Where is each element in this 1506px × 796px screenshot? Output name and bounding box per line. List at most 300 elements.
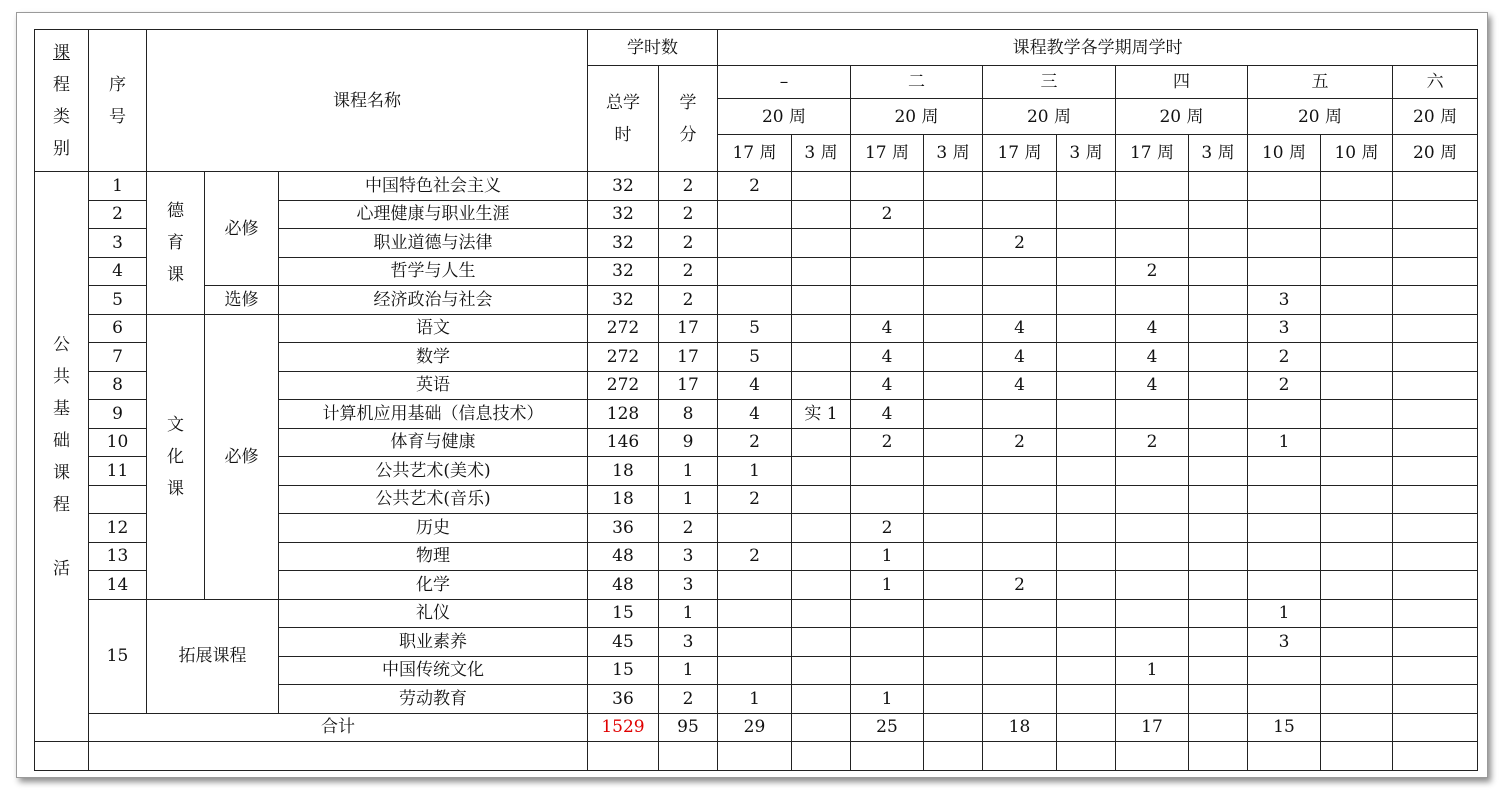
- category-label-char: 共: [53, 366, 70, 387]
- weekly-hours: [1393, 257, 1478, 286]
- weekly-hours: [1116, 457, 1189, 486]
- weekly-hours: [1321, 599, 1393, 628]
- empty-row: [35, 742, 1478, 771]
- weekly-hours: [1393, 343, 1478, 372]
- weekly-hours: [1189, 400, 1248, 429]
- weekly-hours: [1057, 343, 1116, 372]
- credits: 2: [659, 257, 718, 286]
- curriculum-table: [34, 29, 1478, 771]
- weekly-hours: [1393, 172, 1478, 201]
- semester-4-header: 四: [1116, 66, 1248, 99]
- category-header-char: 类: [53, 106, 70, 127]
- weekly-hours: [924, 400, 983, 429]
- serial-number: 3: [89, 229, 147, 258]
- weekly-hours: 1: [851, 685, 924, 714]
- weekly-hours: [1116, 628, 1189, 657]
- semester-5-header: 五: [1248, 66, 1393, 99]
- weekly-hours: [792, 599, 851, 628]
- weekly-hours: [1116, 485, 1189, 514]
- weekly-hours: 2: [718, 542, 792, 571]
- weekly-hours: [924, 172, 983, 201]
- weekly-hours: [983, 257, 1057, 286]
- weekly-hours: [1393, 371, 1478, 400]
- weekly-hours: [983, 599, 1057, 628]
- weekly-hours: [1057, 457, 1116, 486]
- weekly-hours: [718, 229, 792, 258]
- weekly-hours: 2: [718, 172, 792, 201]
- weekly-hours: 4: [718, 371, 792, 400]
- weekly-hours: [1057, 571, 1116, 600]
- weekly-hours: [1248, 200, 1321, 229]
- weekly-hours: [1321, 685, 1393, 714]
- weekly-hours-sum: 25: [851, 713, 924, 742]
- course-name: 职业素养: [279, 628, 588, 657]
- weekly-hours: 4: [1116, 371, 1189, 400]
- weekly-hours: [1393, 428, 1478, 457]
- credits: 2: [659, 229, 718, 258]
- weekly-hours: 1: [851, 542, 924, 571]
- weekly-hours: [1248, 685, 1321, 714]
- weekly-hours: [1189, 485, 1248, 514]
- weekly-hours: [792, 656, 851, 685]
- credits: 2: [659, 172, 718, 201]
- weekly-hours: [1393, 542, 1478, 571]
- weekly-hours: 1: [1116, 656, 1189, 685]
- weekly-hours: [1057, 599, 1116, 628]
- serial-number: 1: [89, 172, 147, 201]
- weekly-hours: [983, 200, 1057, 229]
- total-hours-sum: 1529: [588, 713, 659, 742]
- empty-cell: [1393, 742, 1478, 771]
- course-name: 化学: [279, 571, 588, 600]
- weekly-hours: [718, 286, 792, 315]
- serial-header-char: 号: [109, 106, 126, 127]
- empty-cell: [1057, 742, 1116, 771]
- weekly-hours: 4: [983, 371, 1057, 400]
- weekly-hours: [1116, 571, 1189, 600]
- weekly-hours: [924, 371, 983, 400]
- weekly-hours: [792, 257, 851, 286]
- course-name: 物理: [279, 542, 588, 571]
- weekly-hours: [792, 286, 851, 315]
- weekly-hours: [1057, 286, 1116, 315]
- serial-number: 11: [89, 457, 147, 486]
- empty-cell: [35, 742, 89, 771]
- culture-group-char: 文: [167, 414, 184, 435]
- total-hours: 32: [588, 257, 659, 286]
- weekly-hours: [1057, 485, 1116, 514]
- serial-number: [89, 485, 147, 514]
- empty-cell: [1116, 742, 1189, 771]
- semester-6-header: 六: [1393, 66, 1478, 99]
- weekly-hours: [983, 685, 1057, 714]
- weekly-hours: [792, 343, 851, 372]
- weekly-hours: [1189, 685, 1248, 714]
- serial-header-char: 序: [109, 74, 126, 95]
- sub-weeks: 3 周: [1057, 135, 1116, 172]
- weekly-hours: [792, 428, 851, 457]
- credits: 9: [659, 428, 718, 457]
- category-header-char: 程: [53, 74, 70, 95]
- weekly-hours: [851, 257, 924, 286]
- weekly-hours: [718, 514, 792, 543]
- sub-weeks: 20 周: [1393, 135, 1478, 172]
- credits: 2: [659, 685, 718, 714]
- weekly-hours: [924, 286, 983, 315]
- credits-header-line: 分: [679, 124, 697, 145]
- culture-group: [147, 314, 205, 599]
- sub-weeks: 17 周: [1116, 135, 1189, 172]
- credits: 17: [659, 314, 718, 343]
- sub-weeks: 10 周: [1248, 135, 1321, 172]
- weekly-hours: [924, 542, 983, 571]
- semester-weeks: 20 周: [1393, 99, 1478, 135]
- weekly-hours: [924, 229, 983, 258]
- weekly-hours-sum: 17: [1116, 713, 1189, 742]
- weekly-hours: [1116, 200, 1189, 229]
- weekly-hours: [851, 628, 924, 657]
- weekly-hours: [924, 200, 983, 229]
- category-label-char: [35, 521, 88, 553]
- weekly-hours: [924, 428, 983, 457]
- course-row: [35, 172, 1478, 201]
- weekly-hours: [1189, 371, 1248, 400]
- weekly-hours: [1393, 229, 1478, 258]
- course-name: 职业道德与法律: [279, 229, 588, 258]
- weekly-hours: [851, 286, 924, 315]
- weekly-hours: [924, 685, 983, 714]
- weekly-hours: [718, 200, 792, 229]
- serial-number: 13: [89, 542, 147, 571]
- weekly-hours: 2: [851, 428, 924, 457]
- total-hours: 36: [588, 685, 659, 714]
- category-label-char: 公: [53, 334, 70, 355]
- weekly-hours: 3: [1248, 314, 1321, 343]
- weekly-hours: 2: [1116, 428, 1189, 457]
- semester-weeks: 20 周: [983, 99, 1116, 135]
- total-hours: 15: [588, 656, 659, 685]
- weekly-hours: 2: [718, 428, 792, 457]
- weekly-hours: [1057, 514, 1116, 543]
- weekly-hours: 4: [1116, 343, 1189, 372]
- weekly-hours: [1321, 400, 1393, 429]
- credits: 3: [659, 628, 718, 657]
- weekly-hours: 1: [851, 571, 924, 600]
- weekly-hours: [1248, 571, 1321, 600]
- total-hours: 18: [588, 485, 659, 514]
- weekly-hours: [1189, 314, 1248, 343]
- required-label: 必修: [205, 314, 279, 599]
- category-label-char: 程: [53, 494, 70, 515]
- empty-cell: [792, 742, 851, 771]
- weekly-hours: [1248, 656, 1321, 685]
- weekly-hours: [1321, 656, 1393, 685]
- weekly-hours: [1189, 656, 1248, 685]
- course-name: 心理健康与职业生涯: [279, 200, 588, 229]
- weekly-hours: [1393, 286, 1478, 315]
- category-header-char: 别: [53, 138, 70, 159]
- course-name-header: 课程名称: [147, 30, 588, 172]
- weekly-hours: [1057, 542, 1116, 571]
- moral-group-char: 育: [167, 232, 184, 253]
- credits: 17: [659, 371, 718, 400]
- weekly-hours-sum: [924, 713, 983, 742]
- weekly-hours: [792, 485, 851, 514]
- total-hours: 146: [588, 428, 659, 457]
- weekly-hours: [1057, 200, 1116, 229]
- weekly-hours: 2: [1248, 343, 1321, 372]
- extension-group: 拓展课程: [147, 599, 279, 713]
- total-hours: 48: [588, 542, 659, 571]
- weekly-hours: [851, 172, 924, 201]
- weekly-hours: [1321, 229, 1393, 258]
- weekly-hours: [983, 542, 1057, 571]
- serial-number: 10: [89, 428, 147, 457]
- weekly-hours: [1057, 685, 1116, 714]
- total-row: [35, 713, 1478, 742]
- moral-group-char: 德: [167, 200, 184, 221]
- weekly-hours: [924, 485, 983, 514]
- weekly-hours: 4: [983, 343, 1057, 372]
- sub-weeks: 17 周: [718, 135, 792, 172]
- credits-header: [659, 66, 718, 172]
- weekly-hours: [792, 229, 851, 258]
- total-hours: 15: [588, 599, 659, 628]
- credits: 17: [659, 343, 718, 372]
- weekly-hours: [1321, 428, 1393, 457]
- weekly-hours: [924, 628, 983, 657]
- weekly-hours: 5: [718, 314, 792, 343]
- weekly-hours: [1321, 172, 1393, 201]
- weekly-hours: [1116, 286, 1189, 315]
- moral-group: [147, 172, 205, 315]
- course-name: 数学: [279, 343, 588, 372]
- empty-cell: [718, 742, 792, 771]
- weekly-hours: [718, 656, 792, 685]
- weekly-hours: [851, 457, 924, 486]
- weekly-hours-sum: [1189, 713, 1248, 742]
- weekly-hours: 4: [851, 400, 924, 429]
- weekly-hours: [983, 485, 1057, 514]
- sub-weeks: 3 周: [924, 135, 983, 172]
- empty-cell: [924, 742, 983, 771]
- serial-number: 4: [89, 257, 147, 286]
- weekly-hours: [792, 685, 851, 714]
- weekly-hours: 2: [718, 485, 792, 514]
- weekly-hours: [1057, 428, 1116, 457]
- weekly-hours: [924, 314, 983, 343]
- weekly-hours: [718, 257, 792, 286]
- weekly-hours: [1057, 257, 1116, 286]
- weekly-hours: [1321, 457, 1393, 486]
- semester-weeks: 20 周: [851, 99, 983, 135]
- weekly-hours: [983, 514, 1057, 543]
- required-label: 必修: [205, 172, 279, 286]
- weekly-hours: [851, 485, 924, 514]
- weekly-hours: [1057, 400, 1116, 429]
- weekly-hours: 4: [851, 314, 924, 343]
- elective-label: 选修: [205, 286, 279, 315]
- total-hours: 272: [588, 371, 659, 400]
- weekly-hours: 2: [983, 571, 1057, 600]
- credits: 3: [659, 542, 718, 571]
- weekly-hours: [718, 599, 792, 628]
- weekly-hours: [1057, 371, 1116, 400]
- semester-weeks: 20 周: [718, 99, 851, 135]
- weekly-hours: 1: [1248, 599, 1321, 628]
- weekly-hours: 4: [983, 314, 1057, 343]
- weekly-hours: [1321, 571, 1393, 600]
- weekly-hours: [1321, 257, 1393, 286]
- weekly-hours: [924, 656, 983, 685]
- credits: 2: [659, 514, 718, 543]
- weekly-hours: [1393, 685, 1478, 714]
- weekly-hours: [1116, 542, 1189, 571]
- weekly-hours: [718, 628, 792, 657]
- weekly-hours: [1189, 428, 1248, 457]
- weekly-hours: [1321, 286, 1393, 315]
- weekly-hours: [1393, 656, 1478, 685]
- weekly-hours-sum: [1321, 713, 1393, 742]
- serial-number: 2: [89, 200, 147, 229]
- weekly-hours: [1116, 229, 1189, 258]
- weekly-hours: 3: [1248, 286, 1321, 315]
- weekly-hours: [983, 628, 1057, 657]
- semester-weeks: 20 周: [1248, 99, 1393, 135]
- category-label-char: 活: [53, 558, 70, 579]
- weekly-hours: [1189, 257, 1248, 286]
- weekly-hours: [1189, 571, 1248, 600]
- weekly-hours: [1057, 628, 1116, 657]
- serial-number: 12: [89, 514, 147, 543]
- moral-group-char: 课: [167, 264, 184, 285]
- weekly-hours: [1393, 400, 1478, 429]
- weekly-hours: [924, 571, 983, 600]
- total-hours: 32: [588, 229, 659, 258]
- sub-weeks: 3 周: [792, 135, 851, 172]
- weekly-hours: [983, 457, 1057, 486]
- weekly-hours: 4: [851, 343, 924, 372]
- weekly-hours: [1057, 172, 1116, 201]
- total-hours: 32: [588, 286, 659, 315]
- serial-number: 9: [89, 400, 147, 429]
- weekly-hours: [792, 542, 851, 571]
- weekly-hours: [851, 599, 924, 628]
- weekly-hours: [983, 286, 1057, 315]
- weekly-hours: [1057, 656, 1116, 685]
- credits-header-line: 学: [679, 92, 697, 113]
- weekly-hours: [792, 371, 851, 400]
- category-header-char: 课: [53, 42, 70, 63]
- course-name: 语文: [279, 314, 588, 343]
- weekly-hours: [924, 514, 983, 543]
- total-credits-sum: 95: [659, 713, 718, 742]
- weekly-hours: [1321, 343, 1393, 372]
- empty-cell: [588, 742, 659, 771]
- weekly-hours: [1248, 514, 1321, 543]
- weekly-hours: [1248, 172, 1321, 201]
- semester-1-header: –: [718, 66, 851, 99]
- weekly-hours: [1189, 457, 1248, 486]
- weekly-hours: [1248, 542, 1321, 571]
- weekly-hours-sum: 18: [983, 713, 1057, 742]
- culture-group-char: 课: [167, 478, 184, 499]
- weekly-hours: [792, 628, 851, 657]
- total-hours: 48: [588, 571, 659, 600]
- weekly-hours: [1189, 200, 1248, 229]
- weekly-hours: [792, 571, 851, 600]
- total-hours: 128: [588, 400, 659, 429]
- weekly-hours-sum: 15: [1248, 713, 1321, 742]
- course-name: 中国特色社会主义: [279, 172, 588, 201]
- category-label: [35, 172, 89, 742]
- weekly-hours: [1189, 628, 1248, 657]
- weekly-hours: [1393, 485, 1478, 514]
- weekly-hours: [1393, 314, 1478, 343]
- course-row: [35, 599, 1478, 628]
- weekly-hours: [983, 400, 1057, 429]
- weekly-hours: 4: [718, 400, 792, 429]
- course-name: 哲学与人生: [279, 257, 588, 286]
- total-hours: 272: [588, 343, 659, 372]
- hours-group-header: 学时数: [588, 30, 718, 66]
- sub-weeks: 3 周: [1189, 135, 1248, 172]
- category-label-char: 基: [53, 398, 70, 419]
- weekly-hours: [792, 514, 851, 543]
- total-hours: 36: [588, 514, 659, 543]
- weekly-hours: [1321, 200, 1393, 229]
- credits: 1: [659, 656, 718, 685]
- serial-number: 6: [89, 314, 147, 343]
- weekly-hours: [1057, 314, 1116, 343]
- course-row: [35, 286, 1478, 315]
- sub-weeks: 17 周: [851, 135, 924, 172]
- total-hours-header-line: 时: [614, 124, 632, 145]
- weekly-hours: [1189, 599, 1248, 628]
- weekly-hours: [1248, 485, 1321, 514]
- weekly-hours: [1393, 571, 1478, 600]
- serial-number: 7: [89, 343, 147, 372]
- weekly-hours: [1189, 229, 1248, 258]
- total-hours: 272: [588, 314, 659, 343]
- category-header: [35, 30, 89, 172]
- weekly-hours: 2: [851, 200, 924, 229]
- weekly-hours-sum: [792, 713, 851, 742]
- weekly-hours: [1116, 172, 1189, 201]
- weekly-hours: 1: [1248, 428, 1321, 457]
- course-name: 英语: [279, 371, 588, 400]
- weekly-hours: [1057, 229, 1116, 258]
- weekly-hours: [1393, 599, 1478, 628]
- course-name: 经济政治与社会: [279, 286, 588, 315]
- weekly-hours: [851, 229, 924, 258]
- weekly-hours: [792, 457, 851, 486]
- serial-number: 5: [89, 286, 147, 315]
- weekly-hours: 2: [983, 428, 1057, 457]
- weekly-hours: [1321, 628, 1393, 657]
- weekly-hours: 2: [1248, 371, 1321, 400]
- serial-header: [89, 30, 147, 172]
- semester-group-header: 课程教学各学期周学时: [718, 30, 1478, 66]
- weekly-hours: 4: [851, 371, 924, 400]
- weekly-hours: 1: [718, 685, 792, 714]
- empty-cell: [983, 742, 1057, 771]
- weekly-hours: [1393, 200, 1478, 229]
- empty-cell: [1321, 742, 1393, 771]
- weekly-hours: [1321, 542, 1393, 571]
- weekly-hours: [1248, 257, 1321, 286]
- credits: 2: [659, 200, 718, 229]
